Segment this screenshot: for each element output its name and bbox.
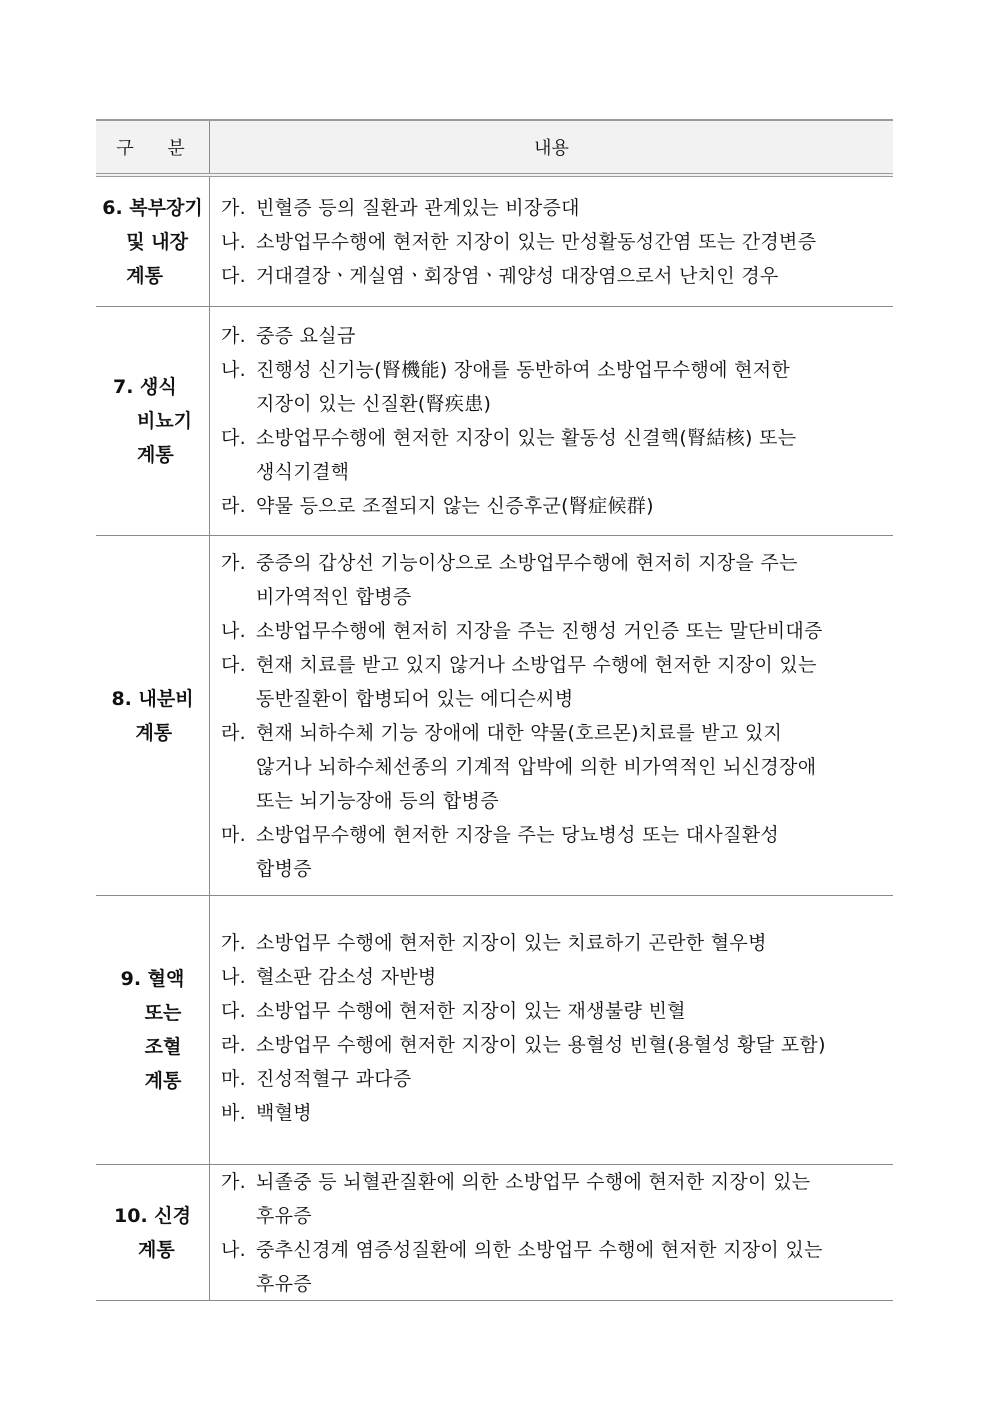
category-line: 10. 신경 — [114, 1204, 191, 1227]
item-text-line: 중증의 갑상선 기능이상으로 소방업무수행에 현저히 지장을 주는 — [256, 551, 798, 574]
category-line: 계통 — [136, 444, 174, 466]
list-item — [221, 1233, 889, 1301]
table-row — [96, 307, 893, 536]
item-text-line: 현재 뇌하수체 기능 장애에 대한 약물(호르몬)치료를 받고 있지 — [256, 721, 783, 744]
item-marker: 다. — [221, 264, 246, 287]
item-text-line: 빈혈증 등의 질환과 관계있는 비장증대 — [256, 196, 580, 219]
list-item — [221, 259, 889, 293]
row-content — [210, 307, 893, 535]
item-marker: 나. — [221, 966, 246, 988]
header-category: 구 분 — [96, 121, 210, 173]
category-line: 9. 혈액 — [120, 968, 185, 990]
category-line: 및 내장 — [126, 230, 188, 253]
list-item — [221, 319, 889, 353]
list-item — [221, 1165, 889, 1233]
table-row — [96, 536, 893, 896]
item-text-line: 지장이 있는 신질환(腎疾患) — [256, 393, 492, 415]
item-text-line: 혈소판 감소성 자반병 — [256, 966, 437, 988]
category-line: 또는 — [144, 1002, 182, 1024]
list-item — [221, 421, 889, 489]
item-text-line: 소방업무수행에 현저한 지장이 있는 활동성 신결핵(腎結核) 또는 — [256, 427, 797, 449]
category-line: 계통 — [126, 264, 163, 287]
item-text-line: 동반질환이 합병되어 있는 에디슨씨병 — [256, 687, 574, 710]
list-item — [221, 1062, 889, 1096]
list-item — [221, 1028, 889, 1062]
list-item — [221, 926, 889, 960]
item-marker: 가. — [221, 551, 246, 574]
item-marker: 마. — [221, 1068, 246, 1090]
category-line: 7. 생식 — [112, 376, 177, 398]
item-text-line: 소방업무수행에 현저히 지장을 주는 진행성 거인증 또는 말단비대증 — [256, 619, 823, 642]
item-text-line: 뇌졸중 등 뇌혈관질환에 의한 소방업무 수행에 현저한 지장이 있는 — [256, 1170, 811, 1193]
row-category — [96, 177, 210, 306]
item-marker: 가. — [221, 1170, 246, 1193]
item-text-line: 생식기결핵 — [256, 461, 350, 483]
item-text-line: 거대결장ㆍ게실염ㆍ회장염ㆍ궤양성 대장염으로서 난치인 경우 — [256, 264, 779, 287]
table-row — [96, 177, 893, 307]
item-marker: 가. — [221, 932, 246, 954]
item-text-line: 현재 치료를 받고 있지 않거나 소방업무 수행에 현저한 지장이 있는 — [256, 653, 817, 676]
item-marker: 가. — [221, 325, 246, 347]
item-text-line: 비가역적인 합병증 — [256, 585, 412, 608]
row-category — [96, 1165, 210, 1300]
table-header — [96, 119, 893, 177]
item-marker: 나. — [221, 619, 246, 642]
list-item — [221, 716, 889, 818]
item-marker: 다. — [221, 653, 246, 676]
category-line: 6. 복부장기 — [102, 196, 203, 219]
table-row — [96, 1165, 893, 1301]
item-text-line: 진성적혈구 과다증 — [256, 1068, 412, 1090]
item-text-line: 합병증 — [256, 857, 312, 880]
header-content: 내용 — [534, 138, 569, 159]
list-item — [221, 960, 889, 994]
row-content — [210, 896, 893, 1164]
item-marker: 가. — [221, 196, 246, 219]
item-text-line: 백혈병 — [256, 1102, 312, 1124]
list-item — [221, 648, 889, 716]
item-text-line: 진행성 신기능(腎機能) 장애를 동반하여 소방업무수행에 현저한 — [256, 359, 791, 381]
list-item — [221, 225, 889, 259]
category-line: 8. 내분비 — [111, 687, 194, 710]
list-item — [221, 191, 889, 225]
table-row — [96, 896, 893, 1165]
list-item — [221, 818, 889, 886]
row-category — [96, 536, 210, 895]
item-marker: 나. — [221, 230, 246, 253]
item-text-line: 중증 요실금 — [256, 325, 356, 347]
item-marker: 다. — [221, 427, 246, 449]
criteria-table — [96, 119, 893, 1301]
item-marker: 나. — [221, 359, 246, 381]
row-category — [96, 896, 210, 1164]
category-line: 계통 — [135, 721, 173, 744]
row-content — [210, 536, 893, 895]
item-marker: 라. — [221, 721, 246, 744]
category-line: 비뇨기 — [136, 410, 193, 432]
list-item — [221, 546, 889, 614]
item-marker: 마. — [221, 823, 246, 846]
category-line: 계통 — [144, 1070, 182, 1092]
item-marker: 나. — [221, 1238, 246, 1261]
item-text-line: 또는 뇌기능장애 등의 합병증 — [256, 789, 499, 812]
list-item — [221, 614, 889, 648]
item-marker: 다. — [221, 1000, 246, 1022]
item-text-line: 후유증 — [256, 1272, 312, 1295]
list-item — [221, 353, 889, 421]
item-text-line: 약물 등으로 조절되지 않는 신증후군(腎症候群) — [256, 495, 654, 517]
row-content — [210, 177, 893, 306]
item-text-line: 않거나 뇌하수체선종의 기계적 압박에 의한 비가역적인 뇌신경장애 — [256, 755, 817, 778]
category-line: 계통 — [138, 1238, 175, 1261]
item-text-line: 소방업무 수행에 현저한 지장이 있는 재생불량 빈혈 — [256, 1000, 686, 1022]
row-content — [210, 1165, 893, 1300]
item-marker: 라. — [221, 1034, 246, 1056]
item-text-line: 소방업무 수행에 현저한 지장이 있는 용혈성 빈혈(용혈성 황달 포함) — [256, 1034, 826, 1056]
category-line: 조혈 — [144, 1036, 182, 1058]
item-marker: 바. — [221, 1102, 246, 1124]
table-body — [96, 177, 893, 1301]
row-category — [96, 307, 210, 535]
item-text-line: 소방업무 수행에 현저한 지장이 있는 치료하기 곤란한 혈우병 — [256, 932, 767, 954]
item-text-line: 후유증 — [256, 1204, 312, 1227]
item-text-line: 소방업무수행에 현저한 지장이 있는 만성활동성간염 또는 간경변증 — [256, 230, 817, 253]
item-marker: 라. — [221, 495, 246, 517]
item-text-line: 소방업무수행에 현저한 지장을 주는 당뇨병성 또는 대사질환성 — [256, 823, 780, 846]
list-item — [221, 489, 889, 523]
item-text-line: 중추신경계 염증성질환에 의한 소방업무 수행에 현저한 지장이 있는 — [256, 1238, 823, 1261]
list-item — [221, 1096, 889, 1130]
list-item — [221, 994, 889, 1028]
